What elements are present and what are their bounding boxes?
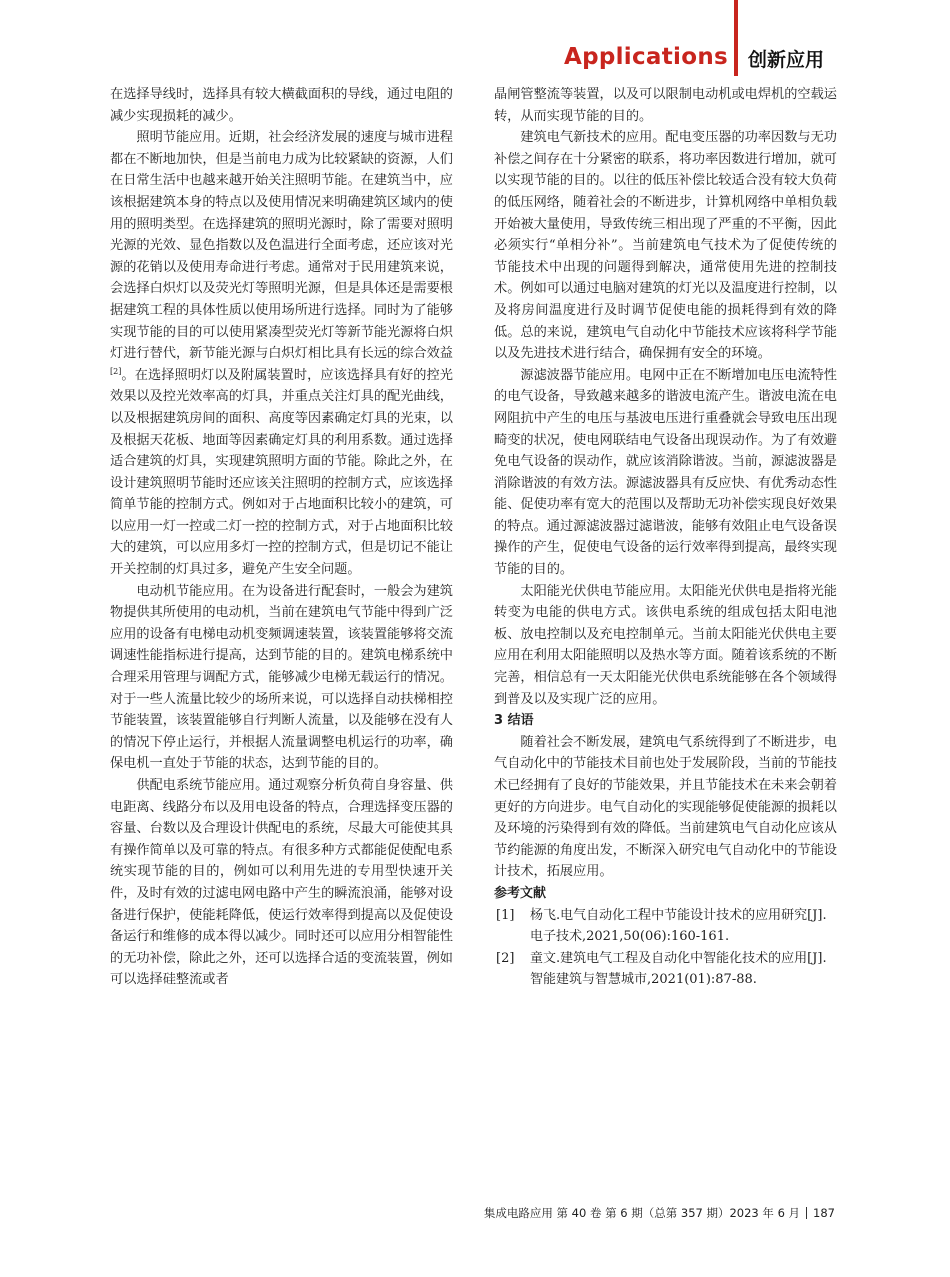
- paragraph-motor: 电动机节能应用。在为设备进行配套时，一般会为建筑物提供其所使用的电动机，当前在建筑电气节能中得到广泛应用的设备有电梯电动机变频调速装置，该装置能够将交流调速性能指标进行提高，达到节能的目的。建筑电梯系统中合理采用管理与调配方式，能够减少电梯无载运行的情况。对于一些人流量比较少的场所来说，可以选择自动扶梯相控节能装置，该装置能够自行判断人流量，以及能够在没有人的情况下停止运行，并根据人流量调整电机运行的功率，确保电机一直处于节能的状态，达到节能的目的。: [110, 583, 453, 772]
- reference-text: 童文.建筑电气工程及自动化中智能化技术的应用[J].智能建筑与智慧城市,2021(01):87-88.: [530, 950, 827, 988]
- paragraph-continuation: 在选择导线时，选择具有较大横截面积的导线，通过电阻的减少实现损耗的减少。: [110, 87, 453, 124]
- reference-item: [494, 905, 837, 948]
- left-column: [110, 84, 453, 991]
- paragraph-solar: 太阳能光伏供电节能应用。太阳能光伏供电是指将光能转变为电能的供电方式。该供电系统的组成包括太阳电池板、放电控制以及充电控制单元。当前太阳能光伏供电主要应用在利用太阳能照明以及热水等方面。随着该系统的不断完善，相信总有一天太阳能光伏供电系统能够在各个领域得到普及以及实现广泛的应用。: [494, 583, 837, 707]
- reference-number: [2]: [496, 950, 515, 966]
- footer-separator: [806, 1207, 807, 1219]
- page-footer: [484, 1205, 835, 1221]
- page-number: 187: [813, 1206, 835, 1220]
- paragraph-lighting-tail: 。在选择照明灯以及附属装置时，应该选择具有好的控光效果以及控光效率高的灯具，并重点关注灯具的配光曲线，以及根据建筑房间的面积、高度等因素确定灯具的光束，以及根据天花板、地面等因素确定灯具的利用系数。通过选择适合建筑的灯具，实现建筑照明方面的节能。除此之外，在设计建筑照明节能时还应该关注照明的控制方式，应该选择简单节能的控制方式。例如对于占地面积比较小的建筑，可以应用一灯一控或二灯一控的控制方式，对于占地面积比较大的建筑，可以应用多灯一控的控制方式，但是切记不能让开关控制的灯具过多，避免产生安全问题。: [110, 367, 453, 578]
- paragraph-conclusion: 随着社会不断发展，建筑电气系统得到了不断进步，电气自动化中的节能技术目前也处于发展阶段，当前的节能技术已经拥有了良好的节能效果，并且节能技术在未来会朝着更好的方向进步。电气自动化的实现能够促使能源的损耗以及环境的污染得到有效的降低。当前建筑电气自动化应该从节约能源的角度出发，不断深入研究电气自动化中的节能设计技术，拓展应用。: [494, 734, 837, 880]
- right-column: [494, 84, 837, 991]
- paragraph-lighting-text: 照明节能应用。近期，社会经济发展的速度与城市进程都在不断地加快，但是当前电力成为比较紧缺的资源，人们在日常生活中也越来越开始关注照明节能。在建筑当中，应该根据建筑本身的特点以及使用情况来明确建筑区域内的使用的照明类型。在选择建筑的照明光源时，除了需要对照明光源的光效、显色指数以及色温进行全面考虑，还应该对光源的花销以及使用寿命进行考虑。通常对于民用建筑来说，会选择白炽灯以及荧光灯等照明光源，但是具体还是需要根据建筑工程的具体性质以使用场所进行选择。同时为了能够实现节能的目的可以使用紧凑型荧光灯等新节能光源将白炽灯进行替代，新节能光源与白炽灯相比具有长远的综合效益: [110, 130, 453, 362]
- conclusion-heading: 3 结语: [494, 713, 534, 729]
- paragraph-continuation-right: 晶闸管整流等装置，以及可以限制电动机或电焊机的空载运转，从而实现节能的目的。: [494, 87, 837, 124]
- reference-item: [494, 948, 837, 991]
- paragraph-new-tech: 建筑电气新技术的应用。配电变压器的功率因数与无功补偿之间存在十分紧密的联系，将功率因数进行增加，就可以实现节能的目的。以往的低压补偿比较适合没有较大负荷的低压网络，随着社会的不断进步，计算机网络中单相负载开始被大量使用，导致传统三相出现了严重的不平衡，因此必须实行“单相分补”。当前建筑电气技术为了促使传统的节能技术中出现的问题得到解决，通常使用先进的控制技术。例如可以通过电脑对建筑的灯光以及温度进行控制，以及将房间温度进行及时调节促使电能的损耗得到有效的降低。总的来说，建筑电气自动化中节能技术应该将科学节能以及先进技术进行结合，确保拥有安全的环境。: [494, 130, 837, 362]
- section-title-cn: 创新应用: [748, 49, 825, 71]
- header-accent-bar: [734, 0, 738, 76]
- references-heading: 参考文献: [494, 885, 547, 901]
- journal-info: 集成电路应用 第 40 卷 第 6 期（总第 357 期）2023 年 6 月: [483, 1206, 801, 1220]
- paragraph-power-distribution: 供配电系统节能应用。通过观察分析负荷自身容量、供电距离、线路分布以及用电设备的特点，合理选择变压器的容量、台数以及合理设计供配电的系统，尽最大可能使其具有操作简单以及可靠的特点。有很多种方式都能促使配电系统实现节能的目的，例如可以利用先进的专用型快速开关件，及时有效的过滤电网电路中产生的瞬流浪涌，能够对设备进行保护，使能耗降低，使运行效率得到提高以及促使设备运行和维修的成本得以减少。同时还可以应用分相智能性的无功补偿，除此之外，还可以选择合适的变流装置，例如可以选择硅整流或者: [110, 778, 453, 988]
- citation-2: [2]: [110, 366, 122, 376]
- paragraph-lighting: [110, 127, 453, 580]
- reference-text: 杨飞.电气自动化工程中节能设计技术的应用研究[J].电子技术,2021,50(06):160-161.: [530, 907, 827, 945]
- paragraph-filter: 源滤波器节能应用。电网中正在不断增加电压电流特性的电气设备，导致越来越多的谐波电流产生。谐波电流在电网阻抗中产生的电压与基波电压进行重叠就会导致电压出现畸变的状况，使电网联结电气设备出现误动作。为了有效避免电气设备的误动作，就应该消除谐波。当前，源滤波器是消除谐波的有效方法。源滤波器具有反应快、有优秀动态性能、促使功率有宽大的范围以及帮助无功补偿实现良好效果的特点。通过源滤波器过滤谐波，能够有效阻止电气设备误操作的产生，促使电气设备的运行效率得到提高，最终实现节能的目的。: [494, 367, 837, 578]
- section-title-en: Applications: [564, 44, 728, 70]
- reference-number: [1]: [496, 907, 515, 923]
